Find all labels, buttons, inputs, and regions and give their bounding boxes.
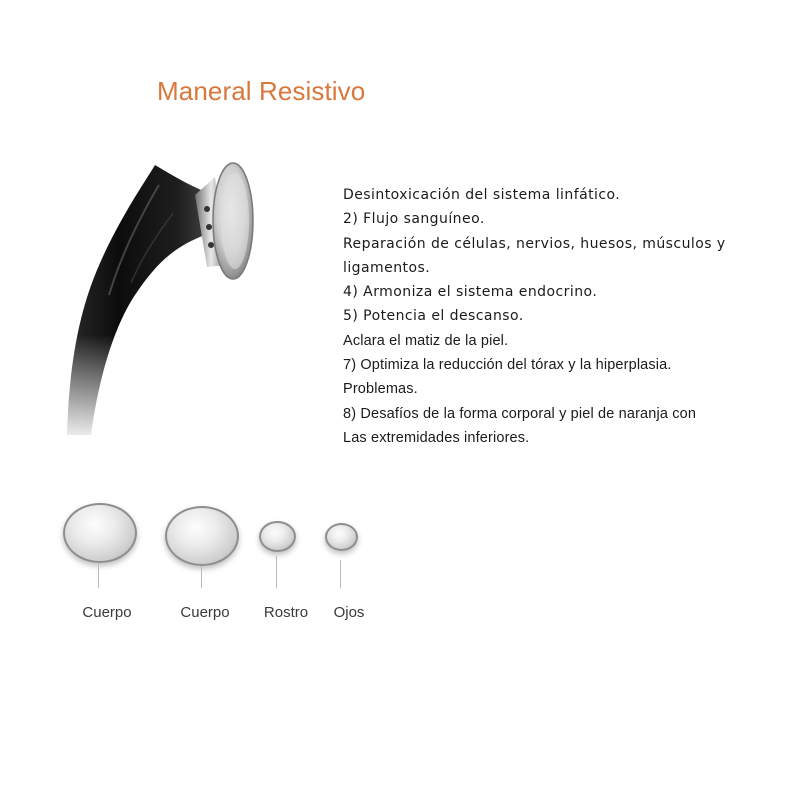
benefit-item: 2) Flujo sanguíneo. bbox=[343, 211, 485, 228]
large-electrode-icon bbox=[63, 503, 137, 563]
head-label: Cuerpo bbox=[180, 604, 230, 621]
benefit-item: Desintoxicación del sistema linfático. bbox=[343, 187, 621, 203]
benefit-item: Problemas. bbox=[343, 381, 418, 398]
connector-line bbox=[276, 556, 277, 588]
connector-line bbox=[340, 560, 341, 588]
benefit-item: 7) Optimiza la reducción del tórax y la hiperplasia. bbox=[343, 357, 672, 374]
benefits-list bbox=[343, 183, 783, 450]
small-electrode-icon bbox=[259, 521, 296, 552]
benefit-item: Las extremidades inferiores. bbox=[343, 429, 530, 446]
benefit-item: ligamentos. bbox=[343, 259, 431, 276]
head-label: Cuerpo bbox=[82, 604, 132, 621]
benefit-item: Reparación de células, nervios, huesos, músculos y bbox=[343, 235, 726, 252]
electrode-heads bbox=[0, 490, 400, 630]
large-electrode-icon bbox=[165, 506, 239, 566]
benefit-item: 5) Potencia el descanso. bbox=[343, 308, 524, 325]
connector-line bbox=[201, 566, 202, 588]
head-label: Ojos bbox=[333, 604, 365, 621]
small-electrode-icon bbox=[325, 523, 358, 551]
resistive-handpiece-icon bbox=[55, 155, 255, 445]
page-title: Maneral Resistivo bbox=[157, 76, 366, 106]
connector-line bbox=[98, 564, 99, 588]
head-label: Rostro bbox=[263, 604, 309, 621]
benefit-item: 4) Armoniza el sistema endocrino. bbox=[343, 284, 598, 301]
benefit-item: Aclara el matiz de la piel. bbox=[343, 332, 509, 349]
benefit-item: 8) Desafíos de la forma corporal y piel de naranja con bbox=[343, 405, 697, 422]
